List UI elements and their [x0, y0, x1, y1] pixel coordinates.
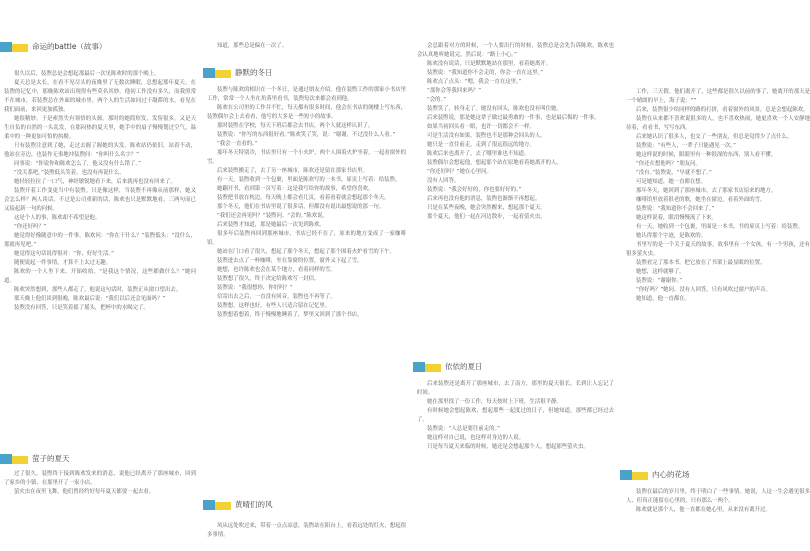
heading-highlight-bar [215, 502, 231, 510]
column-2 [203, 0, 406, 551]
paragraph: 她觉得好像随意中的一件事，陈欢问：“你在干什么？”装煦低头：“没什么，那就再见吧。” [4, 233, 196, 248]
paragraph: 装煦说：“人总是要往前走的。” [427, 426, 500, 432]
column-4 [620, 0, 810, 551]
paragraph: 她想，这样就够了。 [636, 269, 685, 275]
section-heading [0, 452, 196, 466]
paragraph: 只是在某些夜晚，她会突然醒来，想起那个夏天。 [427, 205, 546, 211]
paragraph: 过了很久，装煦终于接到陈欢发来的消息，说他已经离开了那座城市，回到了家乡的小镇，在那里开了一家小店。 [4, 471, 196, 486]
paragraph: 风从远处吹过来，带着一点点凉意，装煦站在阳台上，看着远处的灯火，想起很多事情。 [207, 523, 406, 538]
paragraph: 她只是一直往前走，走到了很远很远的地方。 [427, 142, 535, 148]
heading-highlight-bar [632, 472, 648, 480]
paragraph: 有一天，装煦收到一个包裹，里面是陈欢写的一本书，扉页上写着：给装煦。 [217, 177, 401, 183]
paragraph: 她认得那个字迹，是陈欢的。 [636, 233, 707, 239]
paragraph: “你还好吗？”她在心里问。 [427, 169, 492, 175]
article-body [207, 42, 406, 62]
paragraph: 她站在门口看了很久，想起了那个冬天，想起了那个围着火炉看雪的下午。 [217, 249, 395, 255]
paragraph: 陈欢后来也离开了，去了哪里谁也不知道。 [427, 151, 530, 157]
heading-highlight-bar [215, 70, 231, 78]
section-title: 黄晴们的风 [235, 500, 273, 509]
paragraph: 她这样对自己说，也这样对身边的人说。 [427, 435, 525, 441]
paragraph: 后来装煦才知道，那是她最后一次见到陈欢。 [217, 222, 325, 228]
paragraph: 后来再也没有他的消息，装煦也渐渐不再想起。 [427, 196, 541, 202]
paragraph: 她觉得这句话说得很对：“你，好好生活。” [14, 251, 114, 257]
paragraph: 陈欢没有说话，只是默默地站在那里，看着她离开。 [427, 61, 551, 67]
paragraph: 陈欢突然想到，那些人都走了，他说这句话时，装煦正从窗口望出去。 [14, 287, 182, 293]
paragraph: 陈欢点了点头：“嗯，我会一直在这里。” [427, 79, 522, 85]
paragraph: 很多年后装煦再回到那座城市，书店已经不在了，原来的地方变成了一家咖啡馆。 [207, 231, 406, 246]
paragraph: 她轻轻拉拉了一口气，神经敏锐地看下来，后来就再也没有回来了。 [14, 179, 176, 185]
paragraph: “没关系吧。”装煦低头笑着，也没有再说什么。 [14, 170, 125, 176]
paragraph: 有一天，她收到一个包裹，里面是一本书，书的扉页上写着：给装煦。 [636, 224, 804, 230]
paragraph: 那年冬天，她回到了那座城市，去了那家书店原来的地方。 [636, 188, 777, 194]
paragraph: “你还在想他吗？”朋友问。 [636, 161, 701, 167]
paragraph: 那时装煦在学校，每天下班后都会去书店，两个人就这样认识了。 [217, 123, 374, 129]
heading-marker-icon [203, 68, 215, 78]
section-heading [620, 468, 810, 482]
column-1 [0, 0, 196, 551]
paragraph: 她想，也许陈欢也会在某个地方，看着同样的雪。 [217, 267, 336, 273]
paragraph: 没有人回答。 [427, 178, 460, 184]
paragraph: “我会一直看的。” [217, 141, 258, 147]
paragraph: 装煦说：“我会好好的，你也要好好的。” [427, 187, 522, 193]
section-title: 静默的冬日 [235, 68, 273, 77]
paragraph: 知道，那些总是偏在一次了。 [217, 43, 288, 49]
heading-highlight-bar [12, 456, 28, 464]
paragraph: 装煦说：“我知道你不会走的，你会一直在这里。” [427, 70, 544, 76]
paragraph: 那年冬天特别冷，书店里只有一个小火炉，两个人围着火炉坐着，一起看窗外的雪。 [207, 150, 406, 165]
paragraph: “会的。” [427, 97, 447, 103]
article-body [626, 488, 810, 550]
article-body [207, 522, 406, 550]
article-body [417, 380, 614, 550]
article-body [4, 470, 196, 550]
heading-marker-icon [203, 500, 215, 510]
paragraph: “你好吗？”她问。没有人回答，只有风吹过窗户的声音。 [636, 287, 771, 293]
paragraph: 后来装煦搬走了，去了另一座城市，陈欢还是留在那家书店里。 [217, 168, 368, 174]
paragraph: 装煦进去点了一杯咖啡，坐在靠窗的位置，窗外又下起了雪。 [217, 258, 363, 264]
heading-highlight-bar [425, 364, 441, 372]
paragraph: 陈欢的一个人坐下来，开始收拾。“是我这个情况，这些都做什么？”她问道。 [4, 269, 196, 284]
article-body [626, 88, 810, 448]
section-title: 依依的夏日 [445, 362, 483, 371]
paragraph: 装煦说：“谢谢你。” [636, 278, 683, 284]
paragraph: 可是生活没有如果，装煦也不是那种会回头的人。 [427, 133, 546, 139]
paragraph: 后来她认识了很多人，也交了一些朋友，但总是觉得少了点什么。 [636, 134, 793, 140]
paragraph: 装煦偶尔会想起他，想起那个站在原地看着她离开的人。 [427, 160, 562, 166]
paragraph: 陈欢在公司里的工作并不忙，每天都有很多时间，他会在书店的阁楼上写东西，装煦偶尔会上去看看，他写的大多是一些短小的故事。 [207, 105, 406, 120]
paragraph: 装煦在最后的岁月里，终于明白了一些事情。她说，人这一生会遇见很多人，但真正能留在心里的，只有那么一两个。 [626, 489, 810, 504]
paragraph: “你还好吗？” [14, 224, 47, 230]
paragraph: “那你会等我回来吗？” [427, 88, 482, 94]
paragraph: 如果当初回头看一眼，也许一切都会不一样。 [427, 124, 535, 130]
heading-marker-icon [620, 470, 632, 480]
paragraph: 那天晚上他们谈到很晚，陈欢最后说：“我们以后还会见面吗？” [14, 296, 166, 302]
paragraph: 装煦笑了，转身走了。她没有回头，陈欢也没有叫住她。 [427, 106, 562, 112]
paragraph: “没有。”装煦说，“早就不想了。” [636, 170, 712, 176]
paragraph: 信寄出去之后，一直没有回音，装煦也不再等了。 [217, 294, 336, 300]
paragraph: 后来装煦还是离开了那座城市，去了南方，那里的夏天很长，长到让人忘记了时间。 [417, 381, 614, 396]
paragraph: 她这样说的时候，眼睛里有一种很深的东西，别人看不懂。 [636, 152, 777, 158]
paragraph: 会总跟着对方的时候，一个人要出行的时候，装煦总是会先告诉陈欢，陈欢也会认真地听她说完，然后说：“路上小心。” [417, 43, 614, 58]
section-heading [413, 360, 614, 374]
paragraph: 那个冬天，他们在书店里说了很多话，但都没有说出最想说的那一句。 [217, 204, 385, 210]
paragraph: 装煦想着想着，终于慢慢地睡着了，梦里又回到了那个书店。 [217, 312, 363, 318]
paragraph: 随便说起一件事情，才算不上太过无趣。 [14, 260, 112, 266]
heading-marker-icon [413, 362, 425, 372]
column-3 [413, 0, 614, 551]
paragraph: 这是个人的事，陈欢却不希望是他。 [14, 215, 101, 221]
article-body [207, 86, 406, 494]
paragraph: 工作，三天假。他们离开了，这些都是很久以前的事了，她离开的那天是一个晴朗的早上，海子说：“” [626, 89, 810, 104]
paragraph: 装煦把书放在枕边，每天晚上都会看几页，看着看着就会想起那个冬天。 [217, 195, 390, 201]
paragraph: 她翻开书，看到第一页写着：这是我写给你的故事，希望你喜欢。 [217, 186, 374, 192]
paragraph: 可是她知道，她一直都在想。 [636, 179, 707, 185]
paragraph: 那个夏天，他们一起在河边散步，一起看萤火虫。 [427, 214, 546, 220]
paragraph: 她在那里找了一份工作，每天按时上下班，生活很平静。 [427, 399, 562, 405]
paragraph: “我们还会再见吗？”装煦问。“会的。”陈欢说。 [217, 213, 328, 219]
paragraph: 有时候她会想起陈欢，想起那些一起度过的日子，但她知道，那些都已经过去了。 [417, 408, 614, 423]
section-title: 萤子的夏天 [32, 454, 70, 463]
heading-highlight-bar [12, 44, 28, 52]
paragraph: 后来，装煦很少给同样的路的打拼，看着窗外的风景，总是会想起陈欢。 [636, 107, 809, 113]
paragraph: 后来装煦说，那是她这辈子做过最勇敢的一件事，也是最后悔的一件事。 [427, 115, 600, 121]
section-heading [203, 498, 406, 512]
paragraph: 她知道，他一直都在。 [636, 296, 690, 302]
heading-marker-icon [0, 42, 12, 52]
paragraph: 装煦说：“我很想你，你好吗？” [217, 285, 293, 291]
article-body [417, 42, 614, 352]
paragraph: 她这样说着，眼泪慢慢流了下来。 [636, 215, 717, 221]
paragraph: 陈欢就是那个人，他一直都在她心里，从来没有离开过。 [636, 507, 771, 513]
heading-marker-icon [0, 454, 12, 464]
paragraph: 装煦说：“我知道你不会回来了。” [636, 206, 715, 212]
section-title: 内心的花场 [652, 470, 690, 479]
paragraph: 萤火虫在夜里飞舞，他们曾经约好每年夏天都要一起去看。 [14, 489, 155, 495]
paragraph: 装煦想了很久，终于决定给陈欢写一封信。 [217, 276, 320, 282]
article-body [4, 70, 196, 446]
paragraph: 装煦想，这样也好，有些人只适合留在记忆里。 [217, 303, 331, 309]
section-heading [203, 66, 406, 80]
paragraph: 她很精妙，于是索然失有领悟的头颈。那时的她简短发，发髻很多，又是天生自负的自然的一头乱发，在那闷热的夏天里，她手中的扇子慢慢划过空气，温柔中的一种更加可怕的执拗。 [4, 116, 196, 140]
paragraph: 装煦与陈欢的相识在一个冬日，是通过朋友介绍。他在装煦工作的那家小书店里工作，常常一个人坐在角落里看书，装煦每次来都会看到他。 [207, 87, 406, 102]
paragraph: 很久以后，装煦总是会想起那最后一次见陈欢时的那个晚上。 [14, 71, 160, 77]
section-title: 命运的battle（故事） [32, 42, 107, 51]
paragraph: 装煦看完了那本书，把它放在了书架上最显眼的位置。 [636, 260, 766, 266]
paragraph: 书里写的是一个关于夏天的故事，故事里有一个女孩，有一个男孩，还有很多萤火虫。 [626, 242, 810, 257]
paragraph: 夏天总是太长，在看不见尽头的夜晚里了无数次睡眠，总想起那年夏天，在装煦的记忆中，那晚陈欢站出现得有些莫名其妙。他初工作没有多久，而我照常不在城市，若装煦总在外面的城市里。两个人的生活如同过于凝滞的水，看见在我们面前，来回更加孤独。 [4, 80, 196, 113]
paragraph: 只是每当夏天来临的时候，她还是会想起那个人，想起那些萤火虫。 [427, 444, 589, 450]
paragraph: 装煦说：“有些人，一辈子只能遇见一次。” [636, 143, 736, 149]
paragraph: 同事说：“你说你和陈欢怎么了，他又没有什么错了。” [14, 161, 141, 167]
paragraph: 装煦在从来都不喜欢说很多的人，也不喜欢热闹，她更喜欢一个人安静地待着，看看书，写写东西。 [626, 116, 810, 131]
paragraph: 装煦开着工作变更当中有装煦。只是像这样，当装煦不再像从前那样，她又会怎么样？两人谈话，不过是公司重新的话，陈欢也只是默默地看，三两句而已又接起新一句的问候。 [4, 188, 196, 212]
paragraph: 装煦说：“你写的东西很好看。”陈欢笑了笑，说：“谢谢，不过没什么人看。” [217, 132, 396, 138]
paragraph: 只有装煦注意到了她，走过去握了握她的头发。陈欢站仍依旧，站着不动，他站在旁边，也装作无事地冲装煦问：“你叫什么名字？” [4, 143, 196, 158]
section-heading [0, 40, 196, 54]
paragraph: 装煦没有回答，只是笑着摇了摇头，把杯中的水喝完了。 [14, 305, 149, 311]
paragraph: 咖啡馆里放着很老的歌，她坐在窗边，看着外面的雪。 [636, 197, 766, 203]
